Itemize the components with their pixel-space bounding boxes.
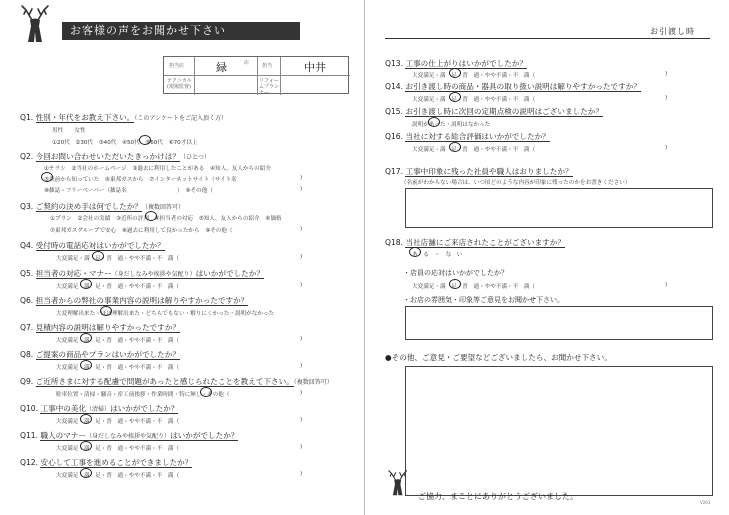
rep-label: 担当 <box>262 63 273 69</box>
q8-question: Q8. ご提案の商品やプランはいかがでしたか？ <box>20 350 180 359</box>
q16-scale[interactable]: 大変満足・満 足・普 通・やや不満・不 満（ <box>412 147 536 153</box>
q5-scale[interactable]: 大変満足・満 足・普 通・やや不満・不 満（ <box>56 284 180 290</box>
q10-question: Q10. 工事中の美化（清掃）はいかがでしたか？ <box>20 404 179 413</box>
answer-circle <box>80 360 92 370</box>
q12-scale[interactable]: 大変満足・満 足・普 通・やや不満・不 満（ <box>56 473 180 479</box>
q18-question: Q18. 当社店舗にご来店されたことがございますか？ <box>385 238 565 247</box>
answer-circle <box>139 135 151 145</box>
q1-question: Q1. 性別・年代をお教え下さい。（このアンケートをご記入頂く方） <box>20 113 228 122</box>
answer-circle <box>428 117 440 127</box>
q18b-answer-box[interactable] <box>405 306 713 340</box>
handover-label: お引渡し時 <box>650 27 695 36</box>
form-code: V201 <box>700 500 711 505</box>
q13-scale[interactable]: 大変満足・満 足・普 通・やや不満・不 満（ <box>412 73 536 79</box>
q11-scale[interactable]: 大変満足・満 足・普 通・やや不満・不 満（ <box>56 446 180 452</box>
other-comments-box[interactable] <box>405 366 713 496</box>
q3-options-row2[interactable]: ⑦東邦ガスグループで安心 ⑧過去に利用して良かったから ⑨その他（ <box>50 228 233 234</box>
q18b-question: ・お店の雰囲気・印象等ご意見をお聞かせ下さい。 <box>403 296 564 304</box>
q3-question: Q3. ご契約の決め手は何でしたか？（複数回答可） <box>20 202 184 211</box>
answer-circle <box>80 414 92 424</box>
q12-question: Q12. 安心して工事を進めることができましたか？ <box>20 458 193 467</box>
q11-question: Q11. 職人のマナー（身だしなみや挨拶や気配り）はいかがでしたか？ <box>20 431 239 440</box>
deer-logo-icon <box>12 4 56 44</box>
q18-options[interactable]: あ る ・ な い <box>412 252 463 258</box>
q17-note: （名前がわからない場合は、いつ頃どのような内容が印象に残ったのかをお書きください） <box>401 180 631 186</box>
header-rule <box>385 38 710 39</box>
answer-circle <box>80 468 92 478</box>
thanks-message: ご協力、まことにありがとうございました。 <box>418 492 578 501</box>
answer-circle <box>449 68 461 78</box>
answer-circle <box>449 279 461 289</box>
page-title: お客様の声をお聞かせ下さい <box>62 22 300 40</box>
q13-question: Q13. 工事の仕上がりはいかがでしたか？ <box>385 59 527 68</box>
answer-circle <box>92 251 104 261</box>
page-divider <box>364 0 365 515</box>
q16-question: Q16. 当社に対する総合評価はいかがでしたか？ <box>385 132 550 141</box>
q18a-scale[interactable]: 大変満足・満 足・普 通・やや不満・不 満（ <box>412 284 536 290</box>
q6-options[interactable]: 大変理解出来た・ほぼ理解出来た・どちらでもない・解りにくかった・説明がなかった <box>56 311 275 317</box>
q15-options[interactable]: 説明があった・説明はなかった <box>412 122 491 128</box>
q4-question: Q4. 受付時の電話応対はいかがでしたか？ <box>20 241 165 250</box>
rep-handwritten: 中井 <box>304 61 326 74</box>
q18a-question: ・店員の応対はいかがでしたか？ <box>403 269 508 277</box>
q8-scale[interactable]: 大変満足・満 足・普 通・やや不満・不 満（ <box>56 365 180 371</box>
reform-label: リフォームプランナー <box>259 78 280 96</box>
answer-circle <box>145 211 157 221</box>
q7-scale[interactable]: 大変満足・満 足・普 通・やや不満・不 満（ <box>56 338 180 344</box>
q3-options-row1[interactable]: ①プラン ②会社の実績 ③近所の評判 ④担当者の対応 ⑤知人、友人からの紹介 ⑥価格 <box>50 216 282 222</box>
q17-question: Q17. 工事中印象に残った社員や職人はおりましたか？ <box>385 167 573 176</box>
q2-options-row2[interactable]: ⑤以前から知っていた ⑥東邦ガスから ⑦インターネットサイト（サイト名 <box>44 177 237 183</box>
deer-logo-icon <box>382 466 412 500</box>
q17-answer-box[interactable] <box>405 188 713 228</box>
answer-circle <box>449 142 461 152</box>
q9-question: Q9. ご近所さまに対する配慮で問題があったと感じられたことを教えて下さい。（複数回答可） <box>20 377 333 386</box>
answer-circle <box>449 92 461 102</box>
q1-age-options[interactable]: ①20代 ②30代 ③40代 ④50代 ⑤60代 ⑥70才以上 <box>52 140 198 146</box>
q7-question: Q7. 見積内容の説明は解りやすかったですか？ <box>20 323 180 332</box>
q1-sex-options[interactable]: 男性 女性 <box>52 128 86 134</box>
q15-question: Q15. お引き渡し時に次回の定期点検の説明はございましたか？ <box>385 107 603 116</box>
q6-question: Q6. 担当者からの弊社の事業内容の説明は解りやすかったですか？ <box>20 296 249 305</box>
q5-question: Q5. 担当者の対応・マナー（身だしなみや挨拶や気配り）はいかがでしたか？ <box>20 269 264 278</box>
answer-circle <box>200 387 212 397</box>
answer-circle <box>100 306 112 316</box>
q14-scale[interactable]: 大変満足・満 足・普 通・やや不満・不 満（ <box>412 97 536 103</box>
sales-suffix: 店 <box>244 60 250 66</box>
answer-circle <box>80 441 92 451</box>
q14-question: Q14. お引き渡し時の商品・器具の取り扱い説明は解りやすかったですか？ <box>385 82 641 91</box>
q2-question: Q2. 今回お問い合わせいただいたきっかけは？（ひとつ） <box>20 152 210 161</box>
answer-circle <box>41 172 53 182</box>
sales-label: 担当店 <box>169 63 185 69</box>
q4-scale[interactable]: 大変満足・満 足・普 通・やや不満・不 満（ <box>56 256 180 262</box>
other-comments-label: ●その他、ご意見・ご要望などございましたら、お聞かせ下さい。 <box>385 353 612 362</box>
q2-options-row1[interactable]: ①チラシ ②当社のホームページ ③過去に利用したことがある ④知人、友人からの紹介 <box>44 166 271 172</box>
q2-options-row3[interactable]: ⑧雑誌・フリーペーパー（雑誌名 ） ⑨その他（ <box>44 188 213 194</box>
q10-scale[interactable]: 大変満足・満 足・普 通・やや不満・不 満（ <box>56 419 180 425</box>
answer-circle <box>80 279 92 289</box>
q9-options[interactable]: 駐車位置・清掃・騒音・産工前挨拶・作業時間・特に無し・その他（ <box>56 392 230 398</box>
staff-table <box>163 56 349 94</box>
answer-circle <box>80 333 92 343</box>
tech-label: テクニカル (現場監督) <box>167 78 192 90</box>
answer-circle <box>409 247 421 257</box>
sales-handwritten: 緑 <box>216 61 227 74</box>
left-page: お客様の声をお聞かせ下さい 担当店 緑 店 担当 中井 テクニカル (現場監督) リフォームプランナー Q1. 性別・年代をお教え下さい。（このアンケートをご記入頂く方） 男性 女性 ①20代 ②30代 ③40代 ④50代 ⑤60代 ⑥70才以上 Q2. 今回お問い合わせいただいたきっかけは？（ひとつ） ①チラシ ②当社のホームページ ③過去に利用したことがある ④知人、友人からの紹介 ⑤以前から知っていた ⑥東邦ガスから ⑦インターネットサイト（サイト名 ) ⑧雑誌・フリーペーパー（雑誌名 ） ⑨その他（ ) Q3. ご契約の決め手は何でしたか？（複数回答可） ①プラン ②会社の実績 ③近所の評判 ④担当者の対応 ⑤知人、友人からの紹介 ⑥価格 ⑦東邦ガスグループで安心 ⑧過去に利用して良かったから ⑨その他（ ) Q4. 受付時の電話応対はいかがでしたか？ 大変満足・満 足・普 通・やや不満・不 満（ ) Q5. 担当者の対応・マナー（身だしなみや挨拶や気配り）はいかがでしたか？ 大変満足・満 足・普 通・やや不満・不 満（ ) Q6. 担当者からの弊社の事業内容の説明は解りやすかったですか？ 大変理解出来た・ほぼ理解出来た・どちらでもない・解りにくかった・説明がなかった Q7. 見積内容の説明は解りやすかったですか？ 大変満足・満 足・普 通・やや不満・不 満（ ) Q8. ご提案の商品やプランはいかがでしたか？ 大変満足・満 足・普 通・やや不満・不 満（ ) Q9. ご近所さまに対する配慮で問題があったと感じられたことを教えて下さい。（複数回答可） 駐車位置・清掃・騒音・産工前挨拶・作業時間・特に無し・その他（ ) Q10. 工事中の美化（清掃）はいかがでしたか？ 大変満足・満 足・普 通・やや不満・不 満（ ) Q11. 職人のマナー（身だしなみや挨拶や気配り）はいかがでしたか？ 大変満足・満 足・普 通・やや不満・不 満（ ) Q12. 安心して工事を進めることができましたか？ 大変満足・満 足・普 通・やや不満・不 満（ ) <box>0 0 364 515</box>
